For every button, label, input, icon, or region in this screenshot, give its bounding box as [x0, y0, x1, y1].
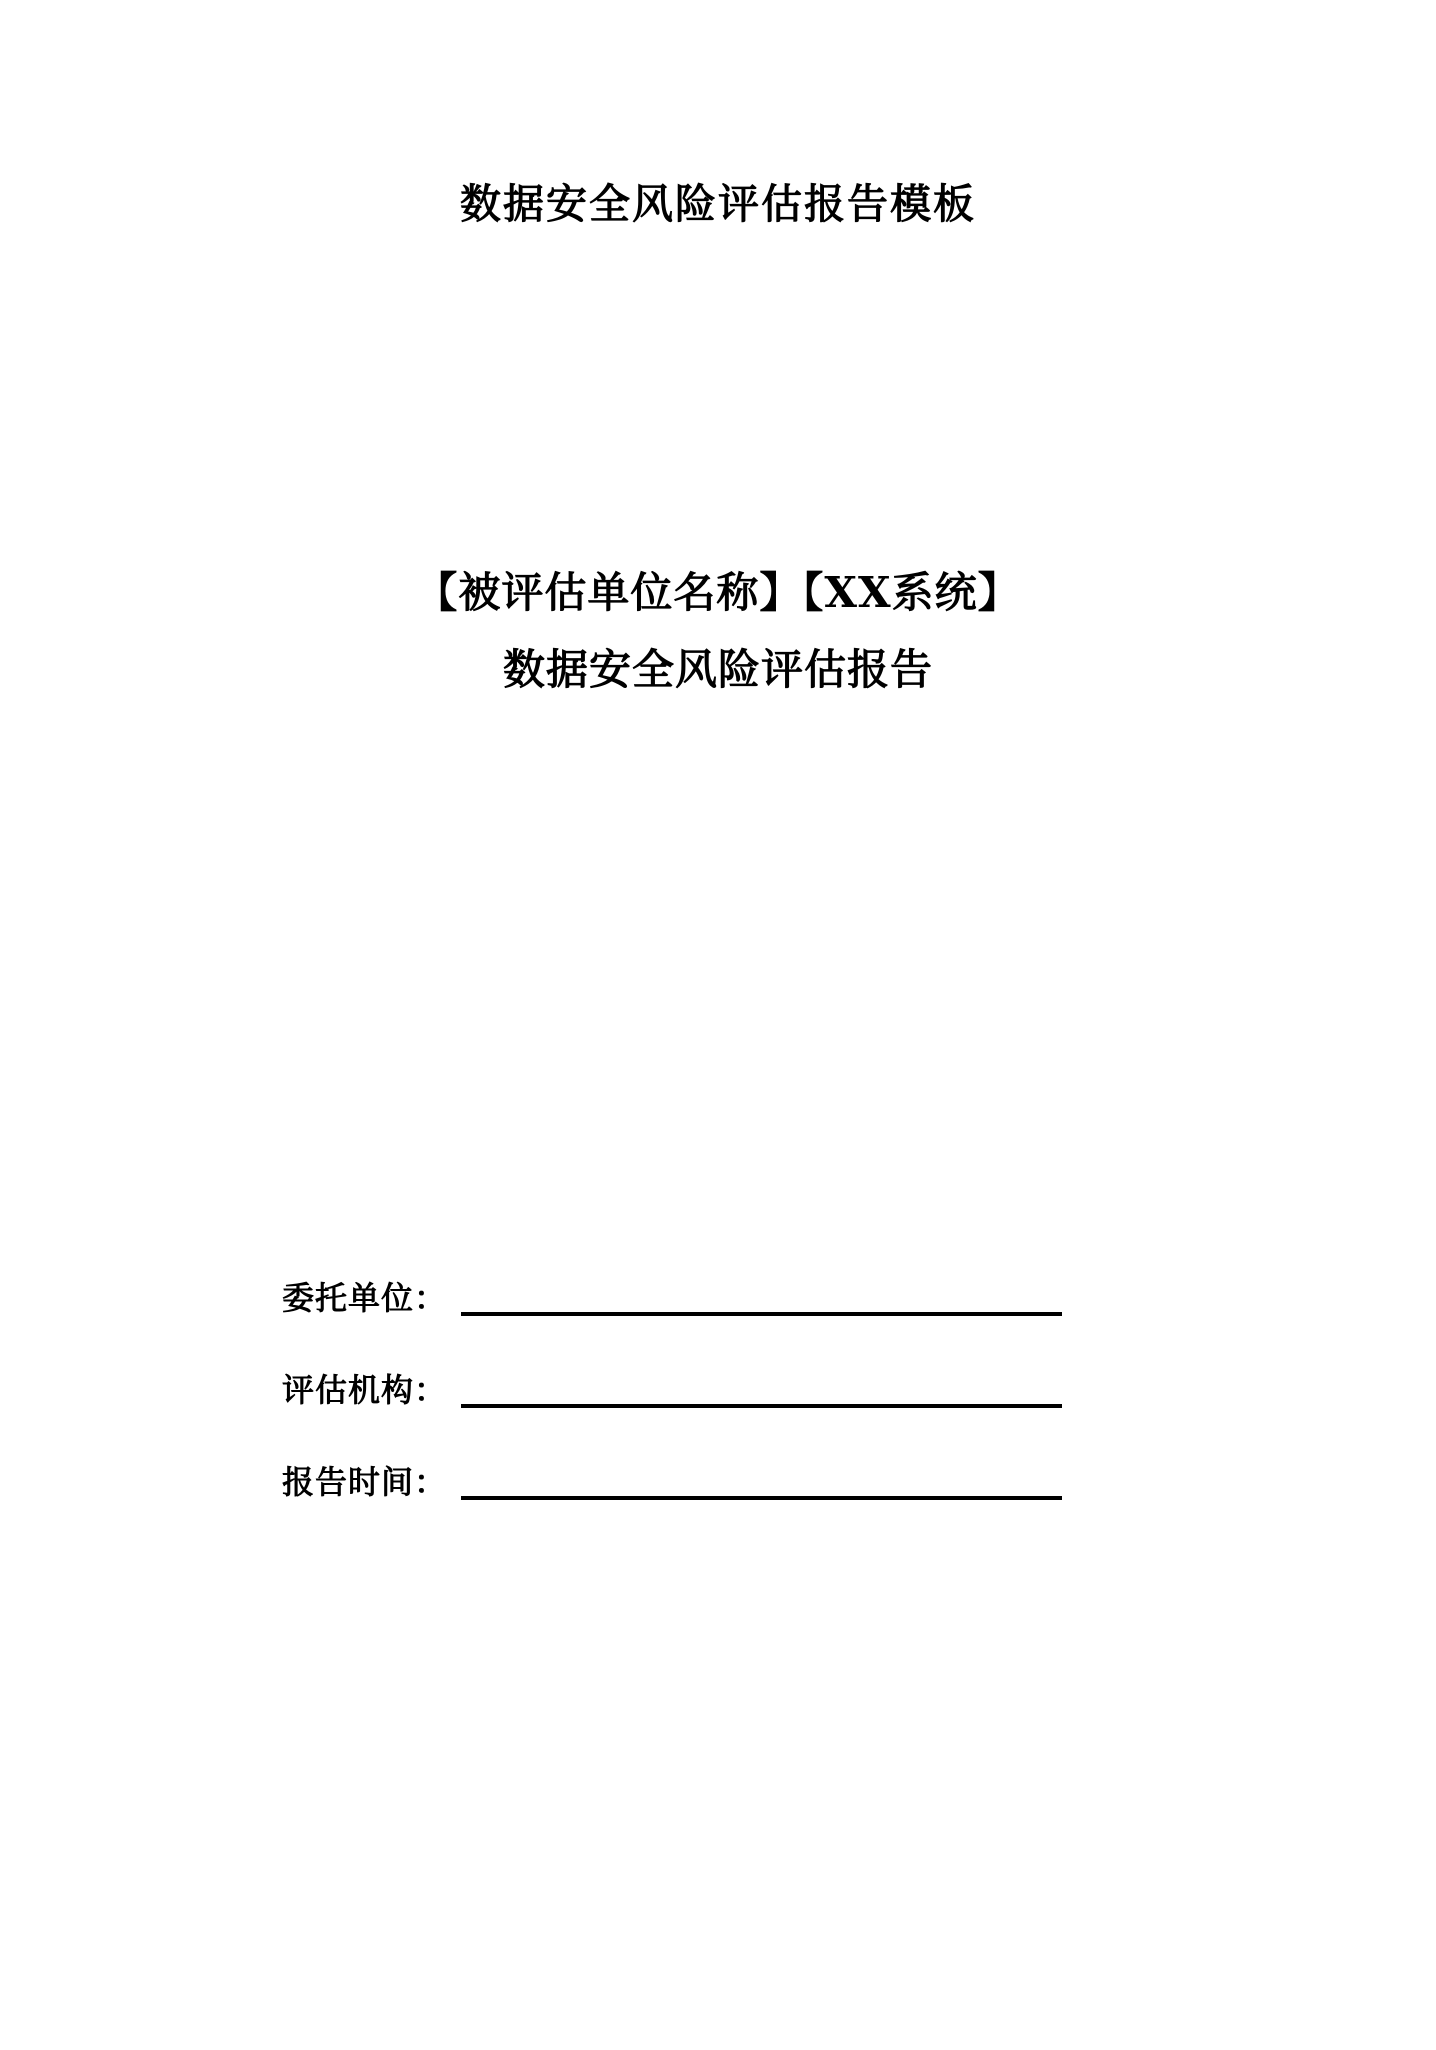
cover-fields: [282, 1228, 1062, 1504]
page-title: 数据安全风险评估报告模板: [460, 180, 976, 228]
field-label-client-unit: 委托单位：: [282, 1279, 448, 1317]
field-label-assessment-agency: 评估机构：: [282, 1371, 448, 1409]
field-label-report-date: 报告时间：: [282, 1463, 448, 1501]
field-row-client-unit: [282, 1228, 1062, 1320]
field-blank-client-unit[interactable]: [461, 1312, 1062, 1316]
field-blank-assessment-agency[interactable]: [461, 1404, 1062, 1408]
cover-heading: [0, 560, 1436, 702]
field-row-assessment-agency: [282, 1320, 1062, 1412]
field-row-report-date: [282, 1412, 1062, 1504]
cover-heading-line-1: 【被评估单位名称】【XX系统】: [415, 568, 1021, 617]
field-blank-report-date[interactable]: [461, 1496, 1062, 1500]
cover-heading-line-2: 数据安全风险评估报告: [502, 645, 933, 695]
